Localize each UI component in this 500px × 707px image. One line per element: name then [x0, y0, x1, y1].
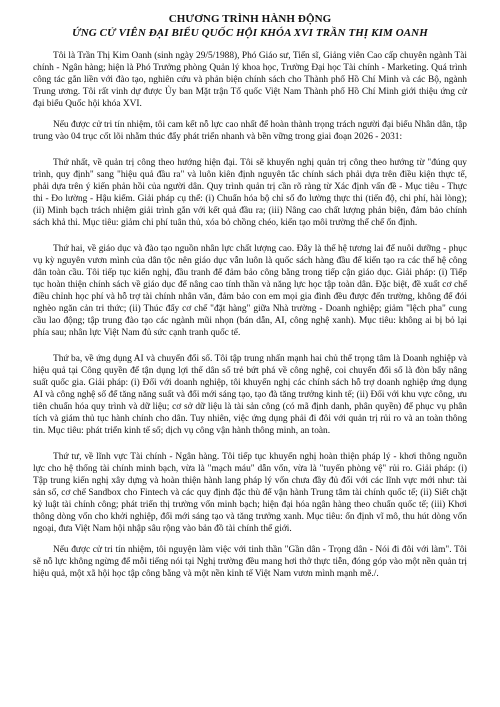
- paragraph-education: Thứ hai, về giáo dục và đào tạo nguồn nhân lực chất lượng cao. Đây là thế hệ tương lai để nuôi dưỡng - phục vụ kỳ nguyên vươn mình của dân tộc nên giáo dục vẫn luôn là quốc sách hàng đầu để kiến tạo ra các thế hệ công dân toàn cầu. Tôi tiếp tục kiến nghị, đầu tranh để đảm bảo công bằng trong tiếp cận giáo dục. Giải pháp: (i) Tiếp tục hoàn thiện chính sách về giáo dục để nâng cao tính thần và năng lực học tập toàn dân. Đặc biệt, đề xuất cơ chế điều chỉnh học phí và hỗ trợ tài chính nhân văn, đảm bảo con em mọi gia đình đều được đến trường, không để đói nghèo ngăn cản tri thức; (ii) Thúc đẩy cơ chế "đặt hàng" giữa Nhà trường - Doanh nghiệp; giảm "lệch pha" cung cầu lao động; tập trung đào tạo các ngành mũi nhọn (bán dẫn, AI, công nghệ xanh). Mục tiêu: không ai bị bỏ lại phía sau; nhân lực Việt Nam đủ sức cạnh tranh quốc tế.: [33, 244, 467, 338]
- section-public-governance: [33, 152, 467, 229]
- section-education: [33, 238, 467, 339]
- document-title: CHƯƠNG TRÌNH HÀNH ĐỘNG: [168, 13, 332, 25]
- paragraph-closing: Nếu được cử tri tín nhiệm, tôi nguyện làm việc với tinh thần "Gần dân - Trọng dân - Nói đi đôi với làm". Tôi sẽ nỗ lực không ngừng để mỗi tiếng nói tại Nghị trường đều mang hơi thở thực tiễn, đóng góp vào một nền quản trị hiệu quả, một xã hội học tập công bằng và một nền kinh tế Việt Nam vươn mình mạnh mẽ./.: [33, 545, 467, 579]
- paragraph-ai-digital: Thứ ba, về ứng dụng AI và chuyển đổi số. Tôi tập trung nhấn mạnh hai chủ thể trọng tâm là Doanh nghiệp và hiệu quả tại Công quyền để tận dụng lợi thế dân số trẻ bứt phá về công nghệ, coi chuyển đổi số là đòn bẩy nâng suất quốc gia. Giải pháp: (i) Đối với doanh nghiệp, tôi khuyến nghị các chính sách hỗ trợ doanh nghiệp ứng dụng AI và công nghệ số để tăng năng suất và đổi mới sáng tạo, tạo đà tăng trưởng kinh tế; (ii) Đối với khu vực công, ưu tiên chuẩn hóa quy trình và dữ liệu; cơ sở dữ liệu là tài sản công (có mã định danh, phân quyền) để phục vụ phân tích và giám thủ tục hành chính cho dân. Tuy nhiên, việc ứng dụng phải đi đôi với quản trị rủi ro và an toàn thông tin. Mục tiêu: phát triển kinh tế số; dịch vụ công vận hành thông minh, an toàn.: [33, 354, 467, 436]
- section-finance-banking: [33, 446, 467, 535]
- paragraph-finance-banking: Thứ tư, về lĩnh vực Tài chính - Ngân hàng. Tôi tiếp tục khuyến nghị hoàn thiện pháp lý - khơi thông nguồn lực cho hệ thống tài chính minh bạch, vừa là "mạch máu" dẫn vốn, vừa là "tuyến phòng vệ" rủi ro. Giải pháp: (i) Tập trung kiến nghị xây dựng và hoàn thiện hành lang pháp lý vốn chưa đầy đủ đối với các lĩnh vực mới như: tài sản số, cơ chế Sandbox cho Fintech và các quy định đặc thù để vận hành Trung tâm tài chính quốc tế; (ii) Siết chặt kỷ luật tài chính công; phát triển thị trường vốn minh bạch; hiện đại hóa ngân hàng theo chuẩn quốc tế; (iii) Khơi thông dòng vốn cho khởi nghiệp, đổi mới sáng tạo và tăng trưởng xanh. Mục tiêu: ổn định vĩ mô, thu hút dòng vốn ngoại, đưa Việt Nam hội nhập sâu rộng vào bản đồ tài chính thế giới.: [33, 452, 467, 534]
- paragraph-public-governance: Thứ nhất, về quản trị công theo hướng hiện đại. Tôi sẽ khuyến nghị quản trị công theo hướng từ "đúng quy trình, quy định" sang "hiệu quả đầu ra" và luôn kiên định nguyên tắc chính sách phải dựa trên điều kiện thực tế, phải dựa trên ý kiến phản hồi của người dân. Quy trình quản trị cần rõ ràng từ Xác định vấn đề - Mục tiêu - Thực thi - Đo lường - Hậu kiểm. Giải pháp cụ thể: (i) Chuẩn hóa bộ chỉ số đo lường thực thi (tiến độ, chi phí, hài lòng); (ii) Minh bạch trách nhiệm giải trình gắn với kết quả đầu ra; (iii) Nâng cao chất lượng phản biện, đảm bảo chính sách khả thi. Mục tiêu: giảm chi phí tuân thủ, xóa bỏ chồng chéo, kiến tạo môi trường thể chế ổn định.: [33, 158, 467, 228]
- paragraph-introduction: Tôi là Trần Thị Kim Oanh (sinh ngày 29/5/1988), Phó Giáo sư, Tiến sĩ, Giảng viên Cao cấp chuyên ngành Tài chính - Ngân hàng; hiện là Phó Trưởng phòng Quản lý khoa học, Trường Đại học Tài chính - Marketing. Quá trình công tác gắn liền với đào tạo, nghiên cứu và phản biện chính sách cho Thành phố Hồ Chí Minh và các Bộ, ngành Trung ương. Tôi rất vinh dự được Ủy ban Mặt trận Tổ quốc Việt Nam Thành phố Hồ Chí Minh giới thiệu ứng cử đại biểu Quốc hội khóa XVI.: [33, 51, 467, 109]
- section-ai-digital: [33, 348, 467, 437]
- document-subtitle: ỨNG CỬ VIÊN ĐẠI BIỂU QUỐC HỘI KHÓA XVI TRẦN THỊ KIM OANH: [72, 27, 428, 39]
- paragraph-commitment: Nếu được cử tri tín nhiệm, tôi cam kết nỗ lực cao nhất để hoàn thành trọng trách người đại biểu Nhân dân, tập trung vào 04 trục cốt lõi nhằm thúc đẩy phát triển nhanh và bền vững trong giai đoạn 2026 - 2031:: [33, 120, 467, 142]
